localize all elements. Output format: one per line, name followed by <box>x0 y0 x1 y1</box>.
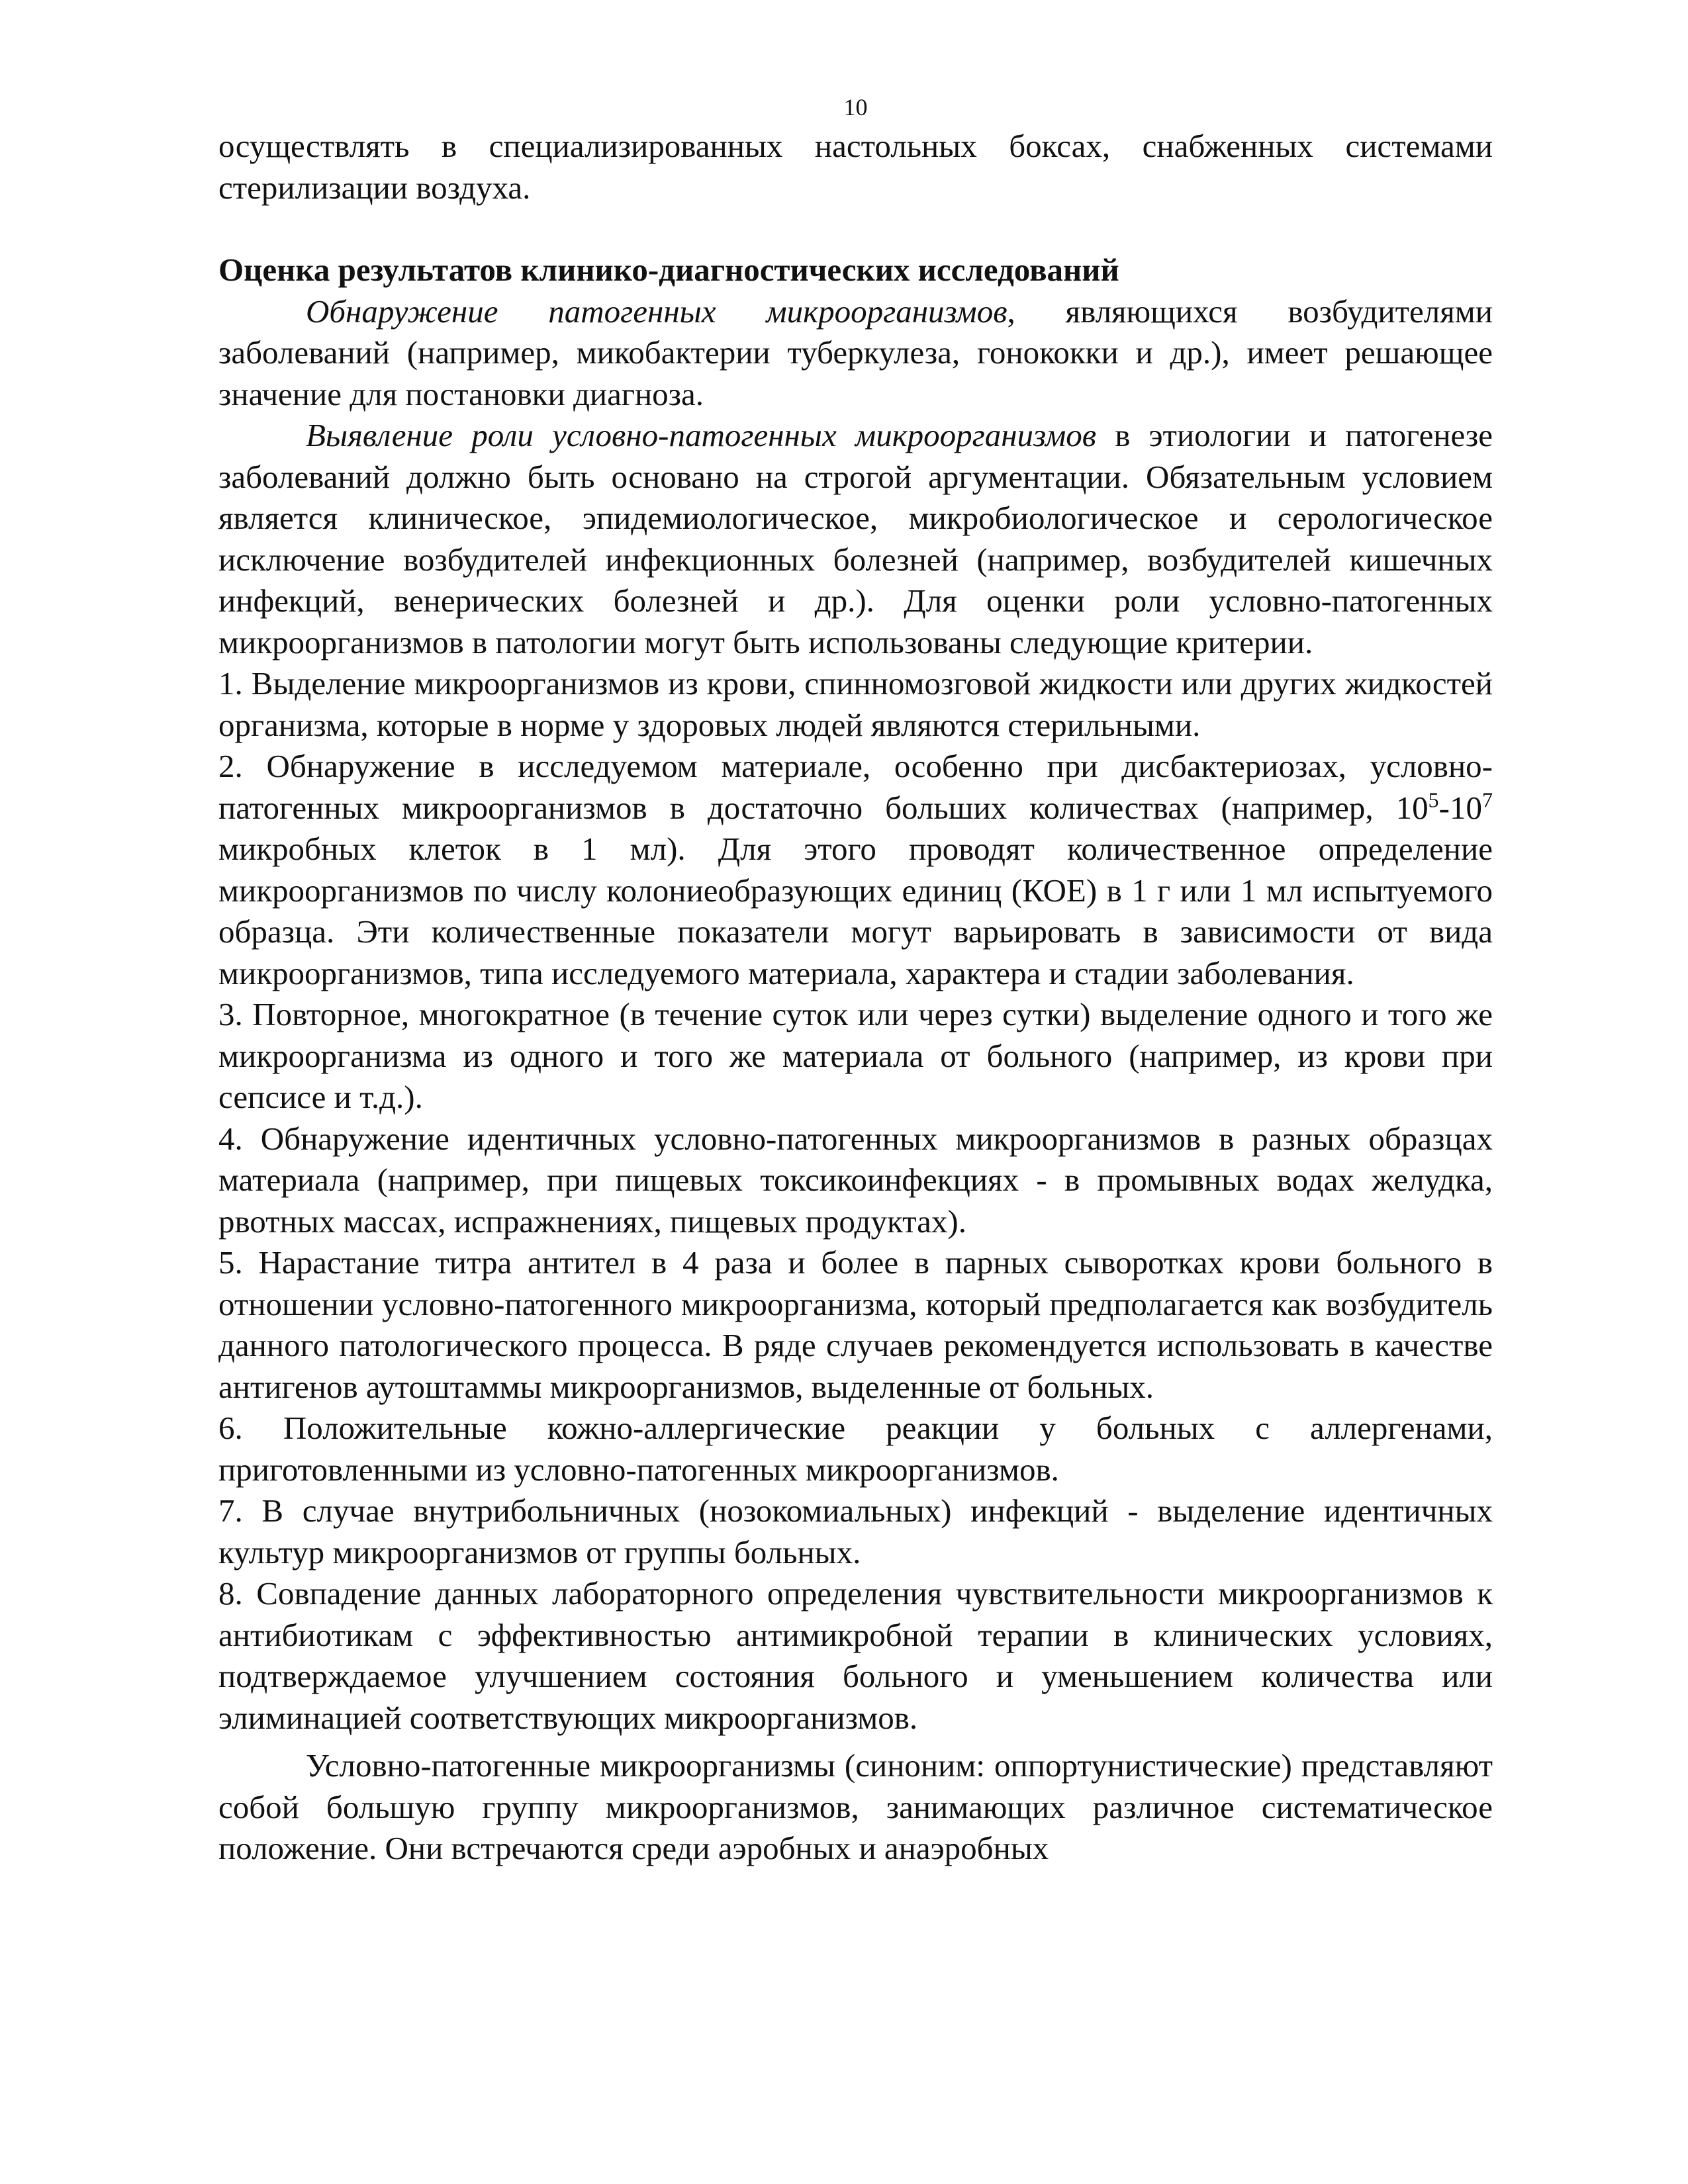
role-text: в этиологии и патогенезе заболеваний должно быть основано на строгой аргументации. Обязательным условием является клиническое, эпидемиологическое, микробиологическое и серологическое исключение возбудителей инфекционных болезней (например, возбудителей кишечных инфекций, венерических болезней и др.). Для оценки роли условно-патогенных микроорганизмов в патологии могут быть использованы следующие критерии. <box>218 417 1493 660</box>
criterion-2-part-a: 2. Обнаружение в исследуемом материале, особенно при дисбактериозах, условно-патогенных микроорганизмов в достаточно больших количествах (например, 10 <box>218 748 1493 826</box>
criterion-1: 1. Выделение микроорганизмов из крови, спинномозговой жидкости или других жидкостей организма, которые в норме у здоровых людей являются стерильными. <box>218 665 1493 743</box>
section-gap <box>218 208 1493 250</box>
role-lead: Выявление роли условно-патогенных микроорганизмов <box>306 417 1096 453</box>
criterion-5: 5. Нарастание титра антител в 4 раза и более в парных сыворотках крови больного в отношении условно-патогенного микроорганизма, который предполагается как возбудитель данного патологического процесса. В ряде случаев рекомендуется использовать в качестве антигенов аутоштаммы микроорганизмов, выделенные от больных. <box>218 1244 1493 1405</box>
detection-paragraph <box>218 291 1493 416</box>
criterion-8: 8. Совпадение данных лабораторного определения чувствительности микроорганизмов к антибиотикам с эффективностью антимикробной терапии в клинических условиях, подтверждаемое улучшением состояния больного и уменьшением количества или элиминацией соответствующих микроорганизмов. <box>218 1575 1493 1736</box>
criterion-2 <box>218 746 1493 994</box>
criterion-6: 6. Положительные кожно-аллергические реакции у больных с аллергенами, приготовленными из условно-патогенных микроорганизмов. <box>218 1410 1493 1488</box>
criterion-4: 4. Обнаружение идентичных условно-патогенных микроорганизмов в разных образцах материала (например, при пищевых токсикоинфекциях - в промывных водах желудка, рвотных массах, испражнениях, пищевых продуктах). <box>218 1120 1493 1240</box>
document-page <box>218 93 1493 1870</box>
criterion-7: 7. В случае внутрибольничных (нозокомиальных) инфекций - выделение идентичных культур микроорганизмов от группы больных. <box>218 1492 1493 1570</box>
exponent-7: 7 <box>1482 788 1493 812</box>
criterion-2-part-c: микробных клеток в 1 мл). Для этого проводят количественное определение микроорганизмов по числу колониеобразующих единиц (КОЕ) в 1 г или 1 мл испытуемого образца. Эти количественные показатели могут варьировать в зависимости от вида микроорганизмов, типа исследуемого материала, характера и стадии заболевания. <box>218 831 1493 991</box>
detection-lead: Обнаружение патогенных микроорганизмов <box>306 293 1008 330</box>
closing-paragraph: Условно-патогенные микроорганизмы (синоним: оппортунистические) представляют собой большую группу микроорганизмов, занимающих различное систематическое положение. Они встречаются среди аэробных и анаэробных <box>218 1747 1493 1866</box>
criterion-3: 3. Повторное, многократное (в течение суток или через сутки) выделение одного и того же микроорганизма из одного и того же материала от больного (например, из крови при сепсисе и т.д.). <box>218 996 1493 1115</box>
section-heading: Оценка результатов клинико-диагностических исследований <box>218 251 1119 288</box>
continuation-paragraph: осуществлять в специализированных настольных боксах, снабженных системами стерилизации воздуха. <box>218 128 1493 206</box>
criterion-2-part-b: -10 <box>1438 789 1482 826</box>
role-paragraph <box>218 415 1493 663</box>
exponent-5: 5 <box>1428 788 1439 812</box>
page-number: 10 <box>843 94 868 120</box>
detection-text: , являющихся возбудителями заболеваний (например, микобактерии туберкулеза, гонококки и др.), имеет решающее значение для постановки диагноза. <box>218 293 1493 412</box>
